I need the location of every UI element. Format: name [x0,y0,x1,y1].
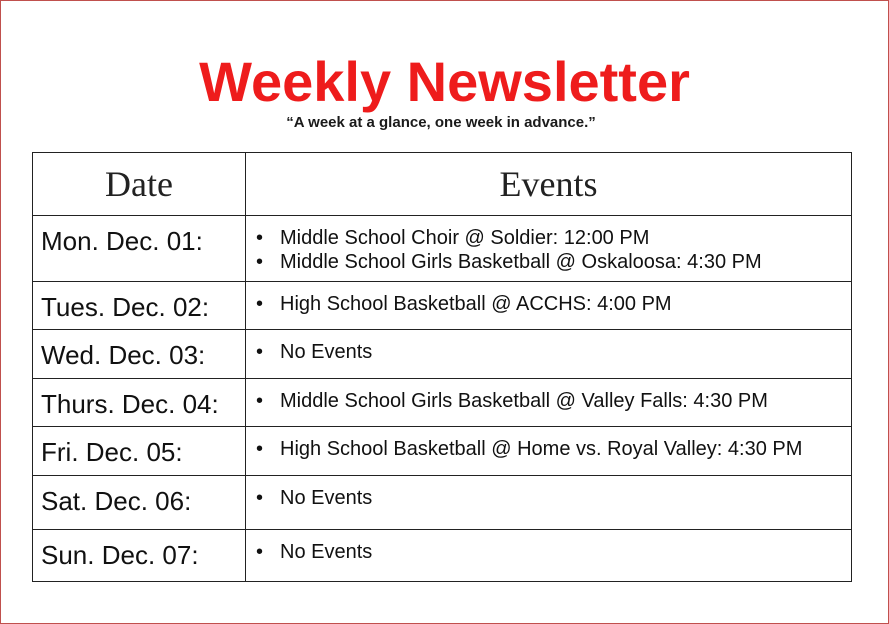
event-list [246,330,851,364]
event-list [246,427,851,461]
events-cell [246,530,852,582]
newsletter-title: Weekly Newsletter [199,50,690,113]
event-list [246,476,851,510]
date-cell [33,379,246,427]
event-item: • No Events [246,540,851,564]
schedule-table [32,152,852,582]
event-list [246,216,851,274]
event-item: • Middle School Girls Basketball @ Valley Falls: 4:30 PM [246,389,851,413]
newsletter-subtitle: “A week at a glance, one week in advance.” [286,114,596,131]
table-row [33,530,852,582]
date-label: Sun. Dec. 07: [41,540,199,570]
table-row [33,427,852,476]
date-cell [33,427,246,476]
date-cell [33,282,246,330]
table-row [33,216,852,282]
event-item: • High School Basketball @ Home vs. Royal Valley: 4:30 PM [246,437,851,461]
event-item: • High School Basketball @ ACCHS: 4:00 PM [246,292,851,316]
header-row [33,153,852,216]
date-label: Sat. Dec. 06: [41,486,192,516]
date-label: Thurs. Dec. 04: [41,389,219,419]
events-cell [246,330,852,379]
events-cell [246,216,852,282]
event-item: • Middle School Girls Basketball @ Oskaloosa: 4:30 PM [246,250,851,274]
date-label: Tues. Dec. 02: [41,292,210,322]
date-label: Wed. Dec. 03: [41,340,206,370]
events-cell [246,282,852,330]
event-list [246,530,851,564]
date-cell [33,530,246,582]
date-cell [33,216,246,282]
date-cell [33,476,246,530]
events-cell [246,379,852,427]
date-label: Mon. Dec. 01: [41,226,203,256]
table-row [33,330,852,379]
table-row [33,379,852,427]
event-item: • No Events [246,486,851,510]
date-cell [33,330,246,379]
column-header-date: Date [33,153,246,216]
column-header-events: Events [246,153,852,216]
table-row [33,282,852,330]
table-row [33,476,852,530]
date-label: Fri. Dec. 05: [41,437,183,467]
event-item: • Middle School Choir @ Soldier: 12:00 PM [246,226,851,250]
events-cell [246,476,852,530]
event-item: • No Events [246,340,851,364]
event-list [246,282,851,316]
event-list [246,379,851,413]
events-cell [246,427,852,476]
